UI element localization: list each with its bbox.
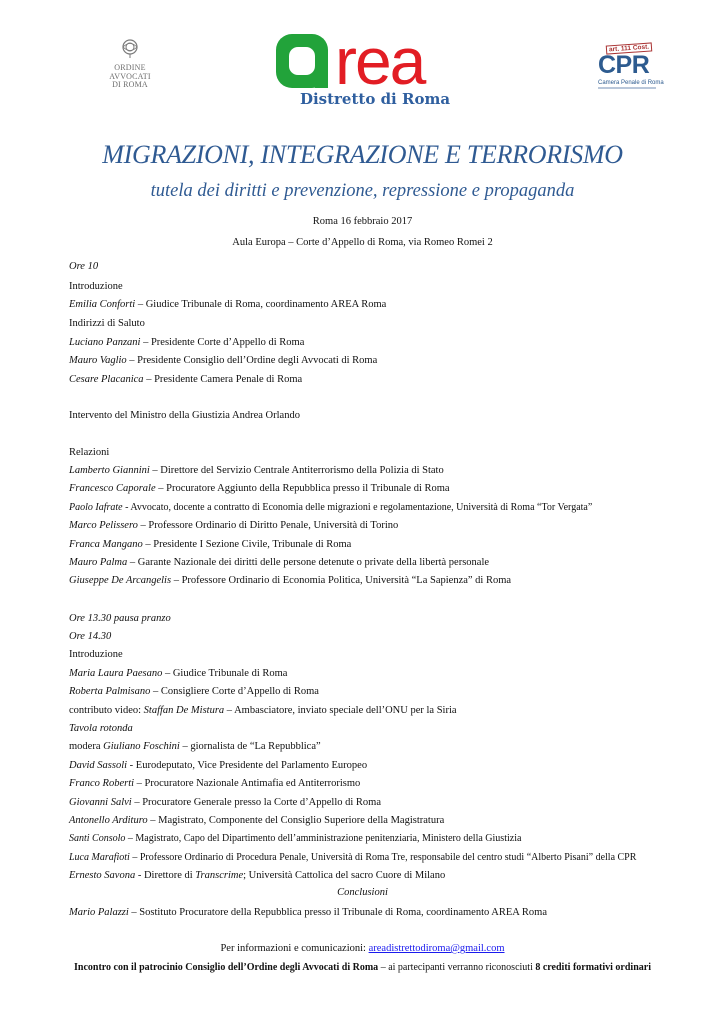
speaker-name: Antonello Ardituro [69, 815, 148, 826]
speaker-name: Luciano Panzani [69, 337, 141, 348]
speaker-role: ; Università Cattolica del sacro Cuore di Milano [243, 870, 446, 881]
speaker-role: Magistrato, Componente del Consiglio Superiore della Magistratura [158, 815, 445, 826]
separator: – [162, 668, 173, 679]
speaker-role: Procuratore Aggiunto della Repubblica presso il Tribunale di Roma [166, 483, 450, 494]
ordine-emblem-icon [117, 38, 143, 58]
separator: – [126, 355, 138, 366]
separator: – [150, 686, 161, 697]
separator: – [129, 852, 140, 863]
speaker-line [69, 869, 445, 882]
section-label: Tavola rotonda [69, 723, 133, 734]
speaker-line [69, 354, 377, 367]
separator: – [155, 483, 167, 494]
speaker-line [69, 667, 287, 680]
section-label: Relazioni [69, 447, 110, 458]
speaker-name: Francesco Caporale [69, 483, 156, 494]
speaker-line [69, 796, 381, 809]
speaker-line [69, 906, 547, 919]
speaker-role: Avvocato, docente a contratto di Economia delle migrazioni e regolamentazione, Università di Roma “Tor Vergata” [130, 502, 593, 513]
speaker-role: Ambasciatore, inviato speciale dell’ONU per la Siria [234, 705, 457, 716]
speaker-line [69, 740, 321, 753]
separator: – [179, 741, 191, 752]
footer-info-prefix: Per informazioni e comunicazioni: [220, 943, 369, 954]
section-label: Introduzione [69, 649, 123, 660]
area-wordmark [275, 32, 475, 90]
speaker-name: Roberta Palmisano [69, 686, 151, 697]
separator: – [134, 778, 145, 789]
speaker-name: Emilia Conforti [69, 299, 136, 310]
speaker-line [69, 556, 489, 569]
speaker-line [69, 832, 521, 845]
speaker-line [69, 814, 444, 827]
credits-text: 8 crediti formativi ordinari [535, 962, 651, 973]
speaker-name: Staffan De Mistura [143, 705, 225, 716]
separator: – [149, 465, 161, 476]
speaker-role: Professore Ordinario di Diritto Penale, Università di Torino [148, 520, 399, 531]
cpr-text: CPR [598, 51, 650, 79]
separator: – [140, 337, 151, 348]
page-title: MIGRAZIONI, INTEGRAZIONE E TERRORISMO [102, 140, 623, 169]
speaker-line [69, 482, 450, 495]
separator: - [135, 870, 144, 881]
speaker-line [69, 538, 351, 551]
speaker-line [69, 777, 360, 790]
speaker-role: Eurodeputato, Vice Presidente del Parlamento Europeo [135, 760, 368, 771]
speaker-name: Franca Mangano [69, 539, 143, 550]
speaker-line [69, 298, 386, 311]
separator: – [135, 299, 146, 310]
section-label: Indirizzi di Saluto [69, 318, 145, 329]
speaker-role: Professore Ordinario di Economia Politica, Università “La Sapienza” di Roma [181, 575, 512, 586]
speaker-name: Ernesto Savona [69, 870, 136, 881]
email-link[interactable]: areadistrettodiroma@gmail.com [368, 943, 505, 954]
speaker-name: Franco Roberti [69, 778, 135, 789]
cpr-underline [598, 87, 656, 89]
footer-patronage [0, 962, 725, 973]
speaker-role: Procuratore Nazionale Antimafia ed Antiterrorismo [144, 778, 361, 789]
separator: - [122, 502, 131, 513]
speaker-role: Presidente I Sezione Civile, Tribunale di Roma [153, 539, 352, 550]
footer-info [0, 943, 725, 954]
event-date: Roma 16 febbraio 2017 [312, 216, 413, 227]
separator: – [125, 833, 136, 844]
speaker-role: Presidente Consiglio dell’Ordine degli Avvocati di Roma [137, 355, 378, 366]
section-label: Introduzione [69, 281, 123, 292]
ordine-logo-line: DI ROMA [112, 80, 148, 89]
speaker-name: Lamberto Giannini [69, 465, 150, 476]
cpr-logo [596, 43, 664, 90]
speaker-name: Giuliano Foschini [103, 741, 180, 752]
page-subtitle: tutela dei diritti e prevenzione, repressione e propaganda [150, 181, 575, 201]
speaker-role: Sostituto Procuratore della Repubblica presso il Tribunale di Roma, coordinamento AREA Roma [139, 907, 547, 918]
speaker-line [69, 704, 457, 717]
event-venue: Aula Europa – Corte d’Appello di Roma, via Romeo Romei 2 [232, 237, 493, 248]
speaker-line [69, 574, 511, 587]
speaker-line [69, 759, 367, 772]
ordine-logo-line: ORDINE [114, 63, 146, 72]
speaker-line [69, 464, 444, 477]
separator: – [142, 539, 154, 550]
speaker-role: Consigliere Corte d’Appello di Roma [160, 686, 319, 697]
speaker-line [69, 373, 302, 386]
speaker-name: Luca Marafioti [69, 852, 130, 863]
morning-time: Ore 10 [69, 261, 99, 272]
lunch-break: Ore 13.30 pausa pranzo [69, 613, 171, 624]
speaker-role: Presidente Corte d’Appello di Roma [150, 337, 305, 348]
line-prefix: contributo video: [69, 705, 144, 716]
speaker-role: giornalista de “La Repubblica” [190, 741, 321, 752]
speaker-name: David Sassoli [69, 760, 128, 771]
patronage-text: Incontro con il patrocinio Consiglio dell’Ordine degli Avvocati di Roma [74, 962, 379, 973]
separator: – [127, 557, 138, 568]
speaker-role: Direttore del Servizio Centrale Antiterrorismo della Polizia di Stato [160, 465, 444, 476]
speaker-line [69, 685, 319, 698]
separator: – [137, 520, 149, 531]
speaker-name: Giuseppe De Arcangelis [69, 575, 172, 586]
speaker-role: Professore Ordinario di Procedura Penale, Università di Roma Tre, responsabile del centro studi “Alberto Pisani” della CPR [139, 852, 637, 863]
speaker-name: Paolo Iafrate [69, 502, 123, 513]
speaker-line [69, 501, 592, 514]
line-prefix: modera [69, 741, 104, 752]
cpr-badge: art. 111 Cost. [606, 42, 653, 54]
section-label: Conclusioni [337, 887, 388, 898]
separator: – [147, 815, 159, 826]
speaker-name: Cesare Placanica [69, 374, 144, 385]
separator: – [171, 575, 182, 586]
speaker-name: Giovanni Salvi [69, 797, 132, 808]
speaker-role: Direttore di [143, 870, 196, 881]
speaker-name: Mauro Vaglio [69, 355, 127, 366]
separator: – [128, 907, 140, 918]
speaker-name: Marco Pelissero [69, 520, 138, 531]
speaker-role: Garante Nazionale dei diritti delle persone detenute o private della libertà personale [137, 557, 490, 568]
separator: – [224, 705, 235, 716]
separator: – [143, 374, 155, 385]
speaker-name: Mario Palazzi [69, 907, 129, 918]
speaker-line [69, 336, 304, 349]
speaker-role: Magistrato, Capo del Dipartimento dell’amministrazione penitenziaria, Ministero della Giustizia [135, 833, 522, 844]
area-distretto-label: Distretto di Roma [299, 90, 451, 108]
minister-intervention: Intervento del Ministro della Giustizia Andrea Orlando [69, 410, 300, 421]
cpr-subtitle: Camera Penale di Roma [598, 80, 664, 86]
speaker-line [69, 851, 636, 864]
speaker-name: Santi Consolo [69, 833, 126, 844]
ordine-avvocati-logo [100, 38, 160, 98]
afternoon-time: Ore 14.30 [69, 631, 112, 642]
speaker-role: Giudice Tribunale di Roma [172, 668, 288, 679]
ordine-logo-line: AVVOCATI [109, 71, 151, 81]
speaker-role: Giudice Tribunale di Roma, coordinamento AREA Roma [145, 299, 387, 310]
area-logo [275, 32, 475, 108]
speaker-role: Procuratore Generale presso la Corte d’Appello di Roma [142, 797, 382, 808]
separator: - [127, 760, 136, 771]
speaker-name: Mauro Palma [69, 557, 128, 568]
speaker-role: Presidente Camera Penale di Roma [154, 374, 303, 385]
area-wordmark-text: rea [335, 32, 425, 90]
speaker-name: Maria Laura Paesano [69, 668, 163, 679]
separator: – [131, 797, 143, 808]
speaker-role-italic: Transcrime [195, 870, 244, 881]
patronage-mid: – ai partecipanti verranno riconosciuti [378, 962, 536, 973]
speaker-line [69, 519, 398, 532]
